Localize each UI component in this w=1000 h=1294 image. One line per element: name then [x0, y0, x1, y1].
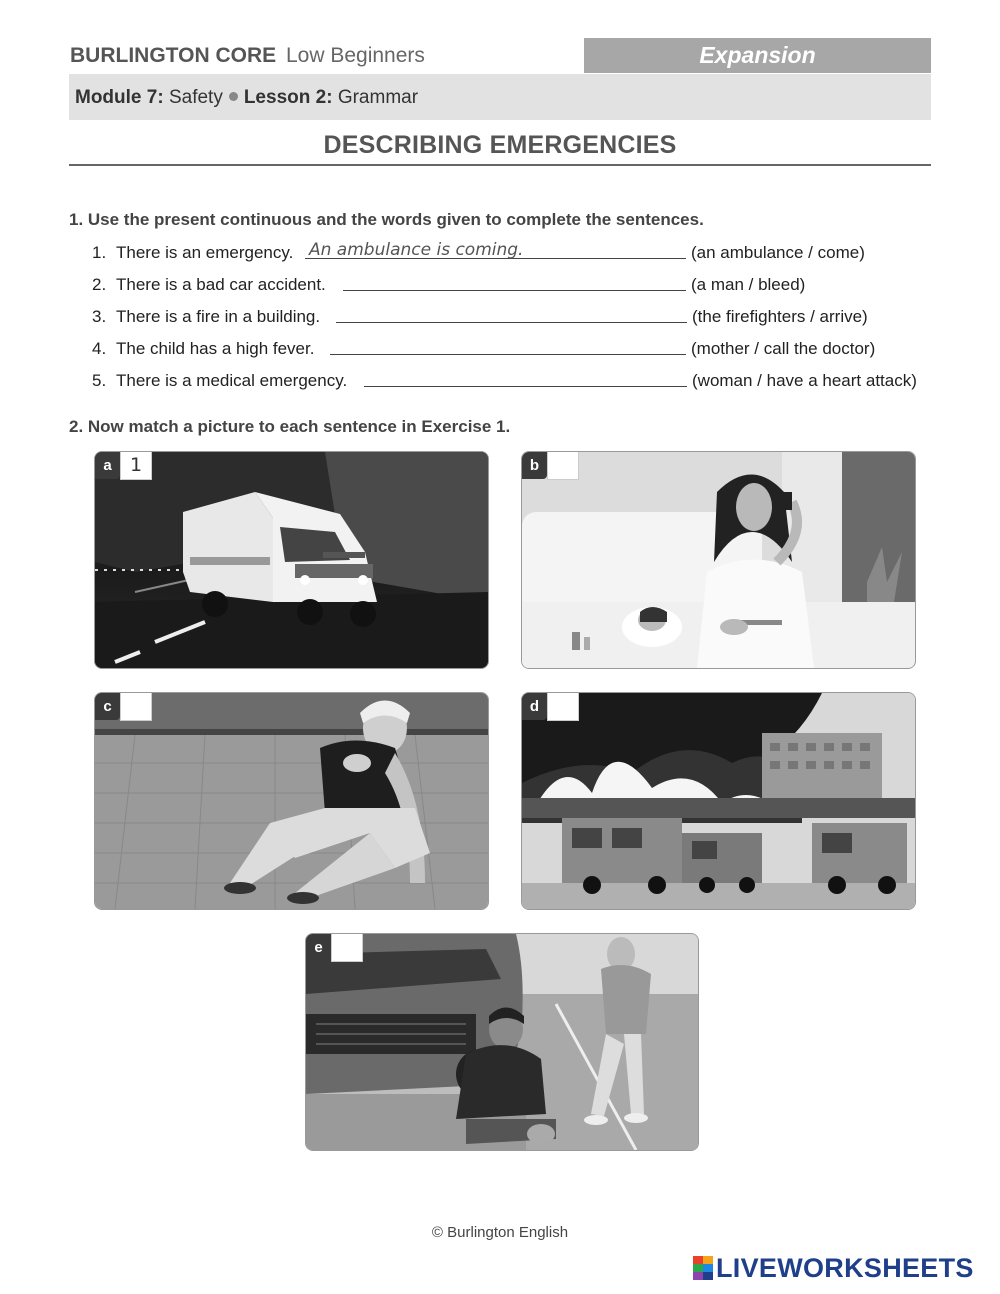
hint: (woman / have a heart attack) [692, 371, 917, 390]
hint: (mother / call the doctor) [691, 339, 876, 358]
bullet-dot [229, 92, 238, 101]
hint: (a man / bleed) [691, 275, 806, 294]
picture-label: a [95, 452, 120, 479]
picture-a [94, 451, 489, 669]
answer-field[interactable] [330, 336, 686, 355]
liveworksheets-text: LIVEWORKSHEETS [716, 1252, 974, 1283]
picture-b [521, 451, 916, 669]
picture-d [521, 692, 916, 910]
sick-child-photo [522, 452, 915, 668]
page-title: DESCRIBING EMERGENCIES [323, 131, 677, 159]
picture-label: d [522, 693, 547, 720]
exercise-2-heading: 2. Now match a picture to each sentence in Exercise 1. [69, 417, 511, 436]
picture-label: c [95, 693, 120, 720]
exercise-item: 1. There is an emergency. [92, 243, 294, 262]
liveworksheets-logo[interactable] [693, 1253, 974, 1283]
answer-field[interactable] [336, 304, 687, 323]
picture-answer-box[interactable]: 1 [120, 452, 152, 480]
answer-field[interactable] [364, 368, 687, 387]
section-label: Expansion [699, 42, 816, 68]
brand-title: BURLINGTON CORE Low Beginners [70, 44, 425, 67]
exercise-item: 2. There is a bad car accident. [92, 275, 326, 294]
answer-field[interactable] [343, 272, 686, 291]
module-line: Module 7: Safety Lesson 2: Grammar [75, 87, 419, 108]
car-accident-photo [306, 934, 698, 1150]
picture-label: e [306, 934, 331, 961]
exercise-1-heading: 1. Use the present continuous and the words given to complete the sentences. [69, 210, 704, 229]
picture-answer-box[interactable] [331, 934, 363, 962]
hint: (the firefighters / arrive) [692, 307, 868, 326]
picture-c [94, 692, 489, 910]
picture-e [305, 933, 699, 1151]
picture-answer-box[interactable] [120, 693, 152, 721]
picture-label: b [522, 452, 547, 479]
level-label: Low Beginners [285, 44, 425, 67]
title-divider [69, 164, 931, 166]
fire-photo [522, 693, 915, 909]
answer-field[interactable]: An ambulance is coming. [305, 240, 686, 259]
ambulance-photo [95, 452, 488, 668]
exercise-item: 5. There is a medical emergency. [92, 371, 348, 390]
copyright: © Burlington English [431, 1224, 569, 1241]
heart-attack-photo [95, 693, 488, 909]
hint: (an ambulance / come) [691, 243, 865, 262]
liveworksheets-icon [693, 1256, 713, 1280]
picture-answer-box[interactable] [547, 693, 579, 721]
exercise-item: 3. There is a fire in a building. [92, 307, 321, 326]
exercise-item: 4. The child has a high fever. [92, 339, 315, 358]
picture-answer-box[interactable] [547, 452, 579, 480]
